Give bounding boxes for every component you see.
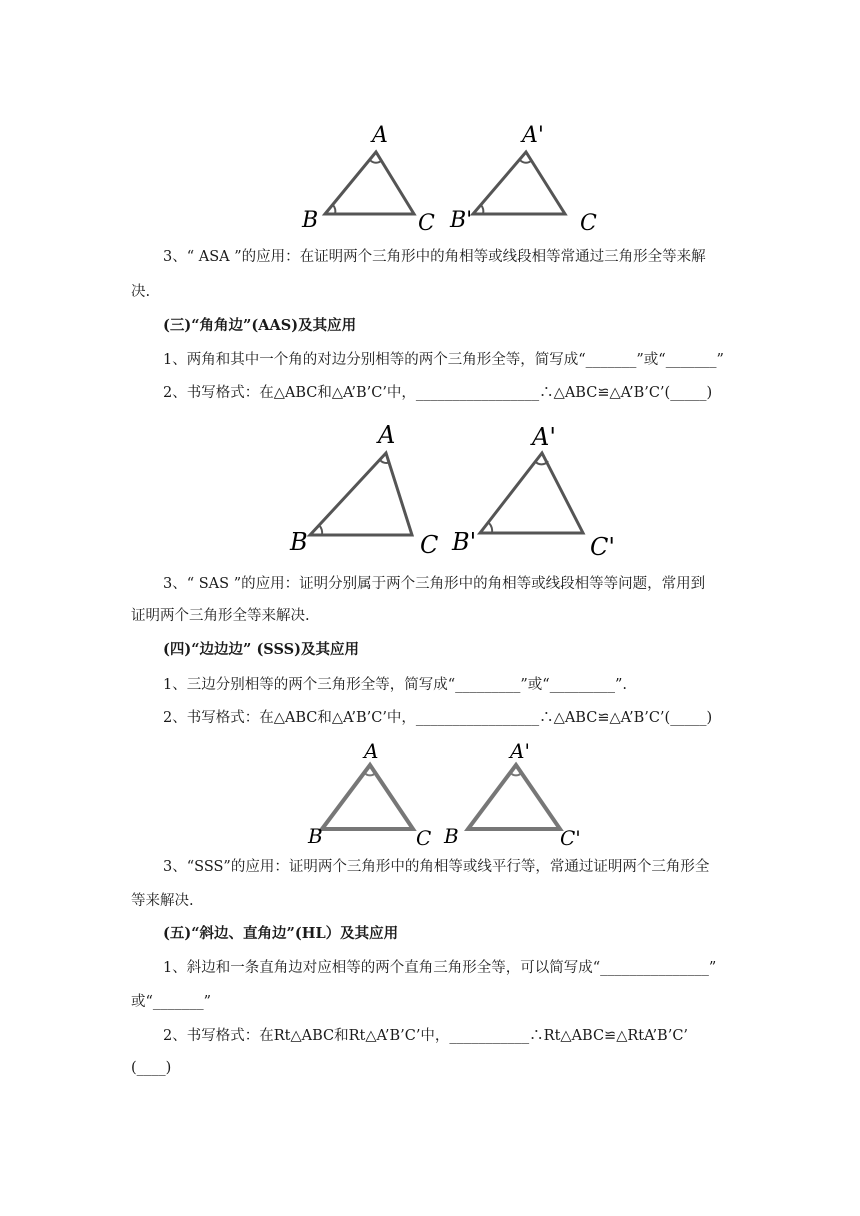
- label-b-prime: B': [452, 528, 477, 556]
- label-c-prime: C': [560, 826, 581, 850]
- triangle-a-prime: [473, 152, 565, 214]
- sas-application-line2: 证明两个三角形全等来解决.: [131, 608, 310, 624]
- triangle-abc: [322, 765, 413, 829]
- section3-heading: (三)“角角边”(AAS)及其应用: [163, 317, 357, 334]
- label-c: C: [418, 211, 435, 236]
- figure-sss-triangles: [300, 735, 600, 850]
- section5-item2-line1: 2、书写格式：在Rt△ABC和Rt△A’B’C’中，___________∴Rt△ABC≌△RtA’B’C’: [163, 1028, 689, 1044]
- label-b: B: [308, 824, 323, 848]
- asa-application-line2: 决.: [131, 284, 151, 300]
- sss-application-line1: 3、“SSS”的应用：证明两个三角形中的角相等或线平行等，常通过证明两个三角形全: [163, 859, 710, 875]
- section5-heading: (五)“斜边、直角边”(HL）及其应用: [163, 925, 399, 942]
- section3-item2: 2、书写格式：在△ABC和△A’B’C’中，_________________∴△ABC≌△A’B’C’(_____): [163, 385, 713, 401]
- label-a-prime: A': [510, 739, 530, 763]
- figure-aas-triangles: [280, 415, 640, 565]
- label-a-prime: A': [522, 123, 544, 148]
- triangle-a-prime: [480, 453, 583, 533]
- section5-item1-line1: 1、斜边和一条直角边对应相等的两个直角三角形全等，可以简写成“_______________”: [163, 960, 717, 976]
- section5-item1-line2: 或“_______”: [131, 994, 212, 1010]
- label-b: B: [302, 208, 319, 233]
- section4-item1: 1、三边分别相等的两个三角形全等，简写成“_________”或“_________”.: [163, 677, 627, 693]
- label-b: B: [290, 528, 308, 556]
- section4-heading: (四)“边边边” (SSS)及其应用: [163, 641, 359, 658]
- triangle-abc: [310, 453, 412, 535]
- section3-item1: 1、两角和其中一个角的对边分别相等的两个三角形全等，简写成“_______”或“_______”: [163, 352, 724, 368]
- figure-asa-triangles: [290, 112, 610, 237]
- label-c-prime: C': [590, 533, 615, 561]
- label-c: C: [416, 826, 432, 850]
- sss-application-line2: 等来解决.: [131, 893, 194, 909]
- label-a: A: [378, 421, 396, 449]
- label-a-prime: A': [532, 423, 556, 451]
- label-c: C: [420, 531, 439, 559]
- label-b-prime: B: [444, 824, 459, 848]
- label-a: A: [364, 739, 379, 763]
- label-a: A: [372, 123, 388, 148]
- label-b-prime: B': [450, 208, 473, 233]
- triangle-a-prime: [468, 765, 560, 829]
- triangle-abc: [325, 152, 414, 214]
- label-c-prime: C: [580, 211, 597, 236]
- sas-application-line1: 3、“ SAS ”的应用：证明分别属于两个三角形中的角相等或线段相等等问题，常用到: [163, 576, 706, 592]
- section4-item2: 2、书写格式：在△ABC和△A’B’C’中，_________________∴△ABC≌△A’B’C’(_____): [163, 710, 713, 726]
- asa-application-line1: 3、“ ASA ”的应用：在证明两个三角形中的角相等或线段相等常通过三角形全等来解: [163, 249, 706, 265]
- section5-item2-line2: (____): [131, 1060, 172, 1076]
